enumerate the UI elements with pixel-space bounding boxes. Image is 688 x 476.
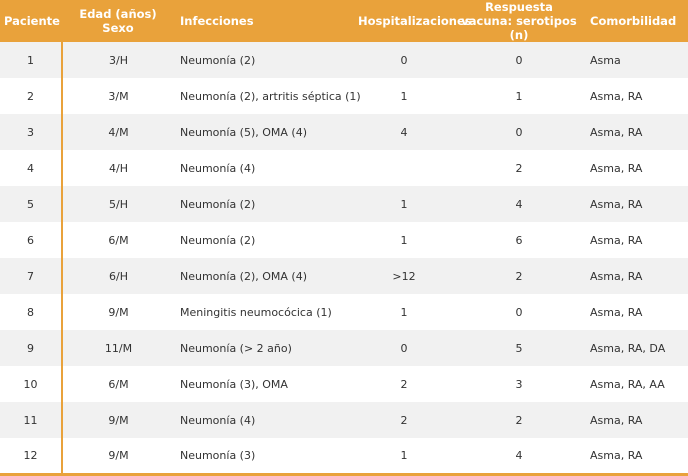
cell-edad-sexo: 3/M	[62, 78, 174, 114]
cell-edad-sexo: 6/M	[62, 222, 174, 258]
cell-hospitalizaciones: 1	[400, 448, 408, 462]
cell-respuesta-vacuna: 2	[515, 413, 523, 427]
cell-edad-sexo: 6/H	[62, 258, 174, 294]
cell-paciente: 10	[23, 377, 38, 391]
cell-hospitalizaciones: 0	[400, 341, 408, 355]
table-row	[0, 42, 688, 78]
header-respuesta-vacuna: Respuesta vacuna: serotipos (n)	[461, 0, 577, 42]
cell-infecciones: Neumonía (3)	[180, 448, 256, 462]
cell-paciente: 9	[27, 341, 34, 355]
table-row	[0, 366, 688, 402]
table-row	[0, 438, 688, 474]
cell-edad-sexo: 4/M	[62, 114, 174, 150]
cell-edad-sexo: 5/H	[62, 186, 174, 222]
cell-respuesta-vacuna: 5	[515, 341, 523, 355]
cell-paciente: 7	[27, 269, 34, 283]
cell-edad-sexo: 9/M	[62, 402, 174, 438]
table-row	[0, 294, 688, 330]
cell-edad-sexo: 4/H	[62, 150, 174, 186]
cell-comorbilidad: Asma, RA	[590, 125, 643, 139]
cell-edad-sexo: 9/M	[62, 438, 174, 474]
cell-paciente: 6	[27, 233, 34, 247]
header-edad-sexo: Edad (años) Sexo	[79, 7, 157, 35]
cell-comorbilidad: Asma, RA	[590, 448, 643, 462]
cell-paciente: 2	[27, 89, 34, 103]
cell-comorbilidad: Asma, RA, DA	[590, 341, 666, 355]
cell-respuesta-vacuna: 4	[515, 448, 523, 462]
cell-infecciones: Neumonía (4)	[180, 161, 256, 175]
cell-paciente: 1	[27, 53, 34, 67]
cell-hospitalizaciones: 1	[400, 89, 408, 103]
cell-hospitalizaciones: 1	[400, 233, 408, 247]
cell-comorbilidad: Asma, RA	[590, 161, 643, 175]
cell-infecciones: Neumonía (2), artritis séptica (1)	[180, 89, 361, 103]
cell-hospitalizaciones	[354, 150, 454, 186]
cell-comorbilidad: Asma, RA	[590, 413, 643, 427]
cell-edad-sexo: 3/H	[62, 42, 174, 78]
header-paciente: Paciente	[4, 14, 60, 28]
cell-edad-sexo: 6/M	[62, 366, 174, 402]
table-row	[0, 222, 688, 258]
table-header	[0, 0, 688, 42]
cell-comorbilidad: Asma, RA, AA	[590, 377, 665, 391]
table-row	[0, 258, 688, 294]
cell-comorbilidad: Asma, RA	[590, 233, 643, 247]
cell-infecciones: Neumonía (2), OMA (4)	[180, 269, 308, 283]
cell-hospitalizaciones: 1	[400, 305, 408, 319]
table-row	[0, 114, 688, 150]
cell-hospitalizaciones: >12	[392, 269, 416, 283]
cell-hospitalizaciones: 2	[400, 377, 408, 391]
cell-infecciones: Meningitis neumocócica (1)	[180, 305, 332, 319]
cell-edad-sexo: 11/M	[62, 330, 174, 366]
cell-paciente: 11	[23, 413, 38, 427]
table-body	[0, 42, 688, 474]
cell-respuesta-vacuna: 2	[515, 161, 523, 175]
cell-infecciones: Neumonía (> 2 año)	[180, 341, 292, 355]
cell-respuesta-vacuna: 0	[515, 125, 523, 139]
cell-respuesta-vacuna: 0	[515, 53, 523, 67]
cell-comorbilidad: Asma	[590, 53, 621, 67]
cell-respuesta-vacuna: 6	[515, 233, 523, 247]
header-infecciones: Infecciones	[180, 14, 254, 28]
cell-paciente: 3	[27, 125, 34, 139]
cell-infecciones: Neumonía (5), OMA (4)	[180, 125, 308, 139]
cell-infecciones: Neumonía (2)	[180, 233, 256, 247]
header-row	[0, 0, 688, 42]
cell-comorbilidad: Asma, RA	[590, 89, 643, 103]
cell-paciente: 5	[27, 197, 34, 211]
cell-paciente: 8	[27, 305, 34, 319]
table-row	[0, 78, 688, 114]
cell-hospitalizaciones: 4	[400, 125, 408, 139]
cell-infecciones: Neumonía (2)	[180, 53, 256, 67]
cell-infecciones: Neumonía (4)	[180, 413, 256, 427]
cell-paciente: 12	[23, 448, 38, 462]
cell-hospitalizaciones: 2	[400, 413, 408, 427]
cell-respuesta-vacuna: 1	[515, 89, 523, 103]
cell-comorbilidad: Asma, RA	[590, 269, 643, 283]
cell-respuesta-vacuna: 2	[515, 269, 523, 283]
cell-hospitalizaciones: 1	[400, 197, 408, 211]
cell-comorbilidad: Asma, RA	[590, 197, 643, 211]
table-row	[0, 186, 688, 222]
cell-respuesta-vacuna: 3	[515, 377, 523, 391]
cell-respuesta-vacuna: 0	[515, 305, 523, 319]
header-hospitalizaciones: Hospitalizaciones	[358, 14, 472, 28]
cell-paciente: 4	[27, 161, 34, 175]
cell-comorbilidad: Asma, RA	[590, 305, 643, 319]
cell-infecciones: Neumonía (3), OMA	[180, 377, 288, 391]
table-row	[0, 150, 688, 186]
cell-infecciones: Neumonía (2)	[180, 197, 256, 211]
table-row	[0, 402, 688, 438]
table-row	[0, 330, 688, 366]
cell-edad-sexo: 9/M	[62, 294, 174, 330]
cell-respuesta-vacuna: 4	[515, 197, 523, 211]
header-comorbilidad: Comorbilidad	[590, 14, 677, 28]
cell-hospitalizaciones: 0	[400, 53, 408, 67]
